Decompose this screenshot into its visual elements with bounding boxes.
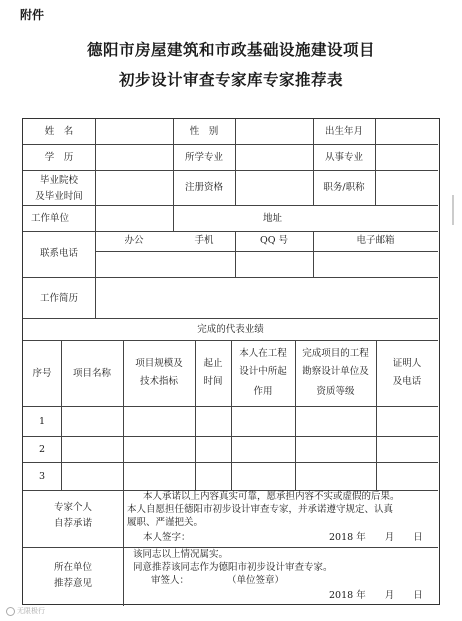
office-phone-label: 办公: [124, 235, 144, 246]
page-edge-mark: [452, 195, 454, 225]
unit-opinion-text-2: 同意推荐该同志作为德阳市初步设计审查专家。: [133, 562, 333, 573]
email-label: 电子邮箱: [356, 235, 395, 246]
col-scale-header-2: 技术指标: [139, 376, 178, 387]
col-role-header-3: 作用: [253, 386, 273, 397]
major-label: 所学专业: [184, 152, 223, 163]
col-unit-header-3: 资质等级: [316, 386, 355, 397]
watermark-icon: [6, 607, 15, 616]
col-proof-header-2: 及电话: [392, 376, 422, 387]
employer-label: 工作单位: [31, 213, 70, 224]
education-label: 学 历: [44, 152, 74, 163]
project-row-number: 2: [38, 444, 46, 455]
occupation-label: 从事专业: [324, 152, 363, 163]
unit-opinion-label-2: 推荐意见: [53, 578, 92, 589]
project-row-number: 1: [38, 416, 46, 427]
commitment-text-1: 本人承诺以上内容真实可靠，愿承担内容不实或虚假的后果。: [143, 491, 400, 502]
commitment-sign: 本人签字：: [143, 532, 191, 543]
commitment-date: 2018 年 月 日: [329, 532, 423, 543]
project-row-number: 3: [38, 471, 46, 482]
unit-opinion-date: 2018 年 月 日: [329, 590, 423, 601]
form-title-line-1: 德阳市房屋建筑和市政基础设施建设项目: [86, 40, 375, 59]
col-role-header-1: 本人在工程: [239, 348, 287, 359]
form-title-line-2: 初步设计审查专家库专家推荐表: [118, 70, 343, 89]
address-label: 地址: [263, 213, 283, 224]
recommendation-form-table: [22, 118, 440, 605]
unit-opinion-text-1: 该同志以上情况属实。: [133, 549, 229, 560]
col-project-name-header: 项目名称: [72, 368, 111, 379]
birth-label: 出生年月: [324, 126, 363, 137]
qualification-label: 注册资格: [184, 182, 223, 193]
phone-label: 联系电话: [39, 248, 78, 259]
attachment-label: 附件: [20, 8, 45, 22]
qq-label: QQ 号: [259, 235, 289, 246]
unit-opinion-label-1: 所在单位: [53, 562, 92, 573]
col-proof-header-1: 证明人: [392, 358, 422, 369]
col-time-header-1: 起止: [203, 358, 223, 369]
commitment-text-2: 本人自愿担任德阳市初步设计审查专家，并承诺遵守规定、认真: [127, 504, 394, 515]
resume-label: 工作简历: [39, 293, 78, 304]
projects-caption: 完成的代表业绩: [197, 324, 264, 335]
graduation-time-label: 及毕业时间: [35, 191, 83, 202]
mobile-label: 手机: [194, 235, 214, 246]
col-unit-header-2: 勘察设计单位及: [302, 366, 369, 377]
commitment-label-2: 自荐承诺: [53, 518, 92, 529]
school-label: 毕业院校: [39, 175, 78, 186]
gender-label: 性 别: [189, 126, 219, 137]
col-scale-header-1: 项目规模及: [135, 358, 183, 369]
watermark-text: 无限极行: [17, 607, 45, 615]
watermark: [6, 606, 45, 616]
col-role-header-2: 设计中所起: [239, 366, 287, 377]
commitment-text-3: 履职、严谨把关。: [127, 517, 204, 528]
col-seq-header: 序号: [32, 368, 52, 379]
commitment-label-1: 专家个人: [53, 502, 92, 513]
name-label: 姓 名: [44, 126, 74, 137]
title-label: 职务/职称: [323, 182, 365, 193]
col-unit-header-1: 完成项目的工程: [302, 348, 369, 359]
col-time-header-2: 时间: [203, 376, 223, 387]
unit-opinion-sign: 审签人： （单位签章）: [151, 575, 285, 586]
